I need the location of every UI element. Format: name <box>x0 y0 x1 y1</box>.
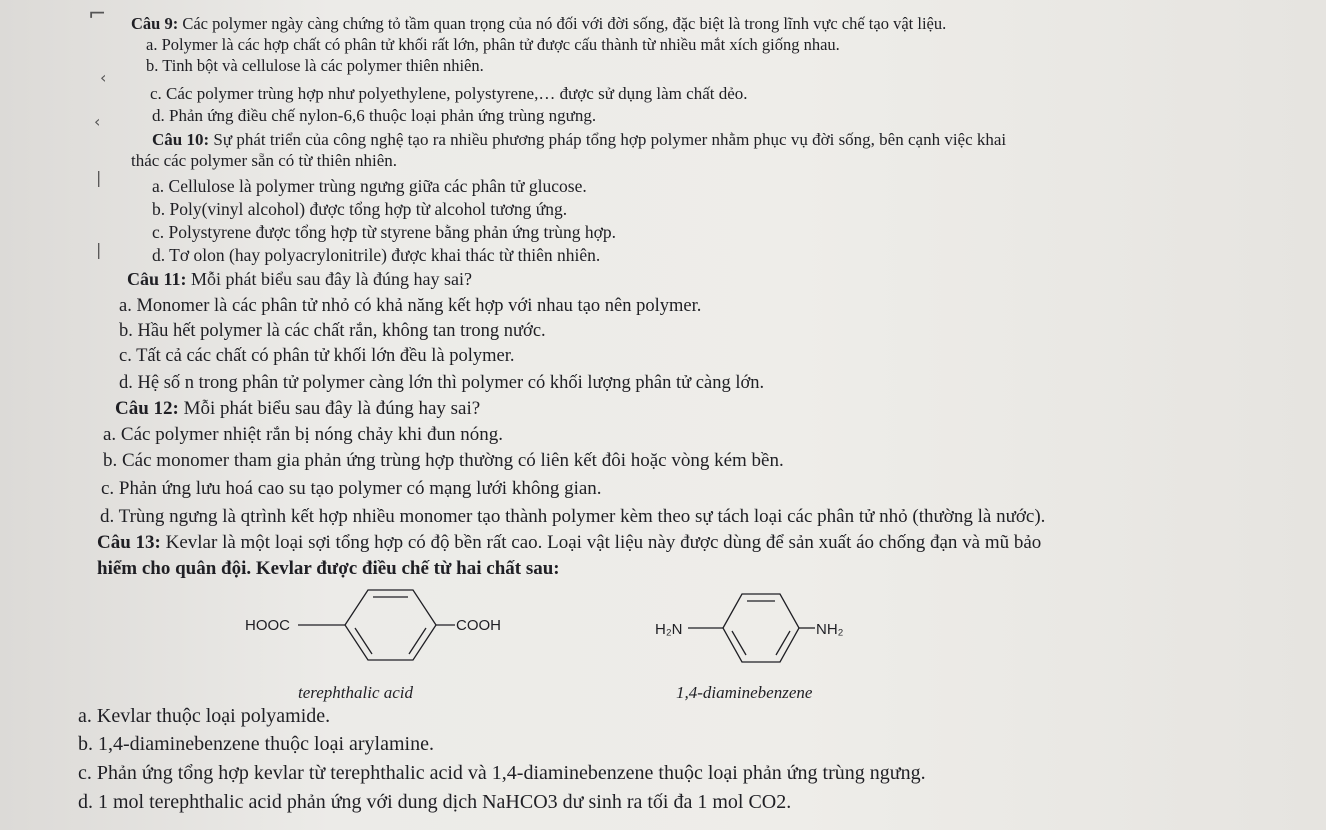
question-10-option-a: a. Cellulose là polymer trùng ngưng giữa các phân tử glucose. <box>152 176 587 196</box>
question-11-option-c: c. Tất cả các chất có phân tử khối lớn đều là polymer. <box>119 346 515 366</box>
question-13-stem-text-1: Kevlar là một loại sợi tổng hợp có độ bền rất cao. Loại vật liệu này được dùng để sản xuất áo chống đạn và mũ bảo <box>160 532 1042 553</box>
question-12-head: Câu 12: <box>115 398 179 419</box>
question-13-option-c: c. Phản ứng tổng hợp kevlar từ terephthalic acid và 1,4-diaminebenzene thuộc loại phản ứng trùng ngưng. <box>78 762 926 784</box>
nh2-group-label: NH₂ <box>816 621 844 638</box>
question-13-option-d: d. 1 mol terephthalic acid phản ứng với dung dịch NaHCO3 dư sinh ra tối đa 1 mol CO2. <box>78 791 792 813</box>
hooc-group-label: HOOC <box>245 617 290 634</box>
question-11-head: Câu 11: <box>127 269 187 289</box>
question-10-option-d: d. Tơ olon (hay polyacrylonitrile) được khai thác từ thiên nhiên. <box>152 245 601 265</box>
question-10-option-c: c. Polystyrene được tổng hợp từ styrene bằng phản ứng trùng hợp. <box>152 222 616 242</box>
question-11-option-d: d. Hệ số n trong phân tử polymer càng lớn thì polymer có khối lượng phân tử càng lớn. <box>119 373 765 393</box>
question-12-option-a: a. Các polymer nhiệt rắn bị nóng chảy khi đun nóng. <box>103 424 503 445</box>
question-13-stem-line-2: hiểm cho quân đội. Kevlar được điều chế từ hai chất sau: <box>97 558 560 579</box>
question-13-option-a: a. Kevlar thuộc loại polyamide. <box>78 705 331 727</box>
ring-double-bond <box>355 628 372 654</box>
diaminebenzene-caption: 1,4-diaminebenzene <box>676 683 813 702</box>
benzene-ring <box>345 590 436 660</box>
margin-mark: | <box>96 168 102 187</box>
question-12-option-c: c. Phản ứng lưu hoá cao su tạo polymer có mạng lưới không gian. <box>101 478 602 499</box>
question-9-stem-text: Các polymer ngày càng chứng tỏ tầm quan trọng của nó đối với đời sống, đặc biệt là trong lĩnh vực chế tạo vật liệu. <box>178 14 947 33</box>
question-10-stem-line-2: thác các polymer sẵn có từ thiên nhiên. <box>131 151 398 170</box>
question-13-option-b: b. 1,4-diaminebenzene thuộc loại arylamine. <box>78 733 434 755</box>
question-9-option-a: a. Polymer là các hợp chất có phân tử khối rất lớn, phân tử được cấu thành từ nhiều mắt xích giống nhau. <box>146 35 840 54</box>
question-9-option-c: c. Các polymer trùng hợp như polyethylene, polystyrene,… được sử dụng làm chất dẻo. <box>150 84 748 103</box>
question-13-head: Câu 13: <box>97 532 161 553</box>
terephthalic-acid-caption: terephthalic acid <box>298 683 414 702</box>
question-11-option-a: a. Monomer là các phân tử nhỏ có khả năng kết hợp với nhau tạo nên polymer. <box>119 296 702 316</box>
question-9-head: Câu 9: <box>131 14 179 33</box>
terephthalic-acid-structure <box>245 590 501 660</box>
diaminebenzene-structure <box>655 594 844 662</box>
cooh-group-label: COOH <box>456 617 501 634</box>
margin-mark: | <box>96 240 102 259</box>
question-10-option-b: b. Poly(vinyl alcohol) được tổng hợp từ alcohol tương ứng. <box>152 199 568 219</box>
question-12-option-b: b. Các monomer tham gia phản ứng trùng hợp thường có liên kết đôi hoặc vòng kém bền. <box>103 450 784 471</box>
question-9-option-b: b. Tinh bột và cellulose là các polymer thiên nhiên. <box>146 56 484 75</box>
question-12-stem-text: Mỗi phát biểu sau đây là đúng hay sai? <box>178 398 481 419</box>
margin-mark: ‹ <box>94 112 101 131</box>
question-10-head: Câu 10: <box>152 130 210 149</box>
question-10-stem-text-1: Sự phát triển của công nghệ tạo ra nhiều phương pháp tổng hợp polymer nhằm phục vụ đời sống, bên cạnh việc khai <box>209 130 1007 149</box>
benzene-ring <box>723 594 799 662</box>
ring-double-bond <box>776 631 790 655</box>
h2n-group-label: H₂N <box>655 621 683 638</box>
question-11-option-b: b. Hầu hết polymer là các chất rắn, không tan trong nước. <box>119 321 546 341</box>
ring-double-bond <box>732 631 746 655</box>
question-12-option-d: d. Trùng ngưng là qtrình kết hợp nhiều monomer tạo thành polymer kèm theo sự tách loại các phân tử nhỏ (thường là nước). <box>100 506 1046 527</box>
margin-mark: ⌐ <box>88 2 107 27</box>
margin-mark: ‹ <box>100 68 107 87</box>
ring-double-bond <box>409 628 426 654</box>
question-9-option-d: d. Phản ứng điều chế nylon-6,6 thuộc loại phản ứng trùng ngưng. <box>152 106 597 125</box>
question-11-stem-text: Mỗi phát biểu sau đây là đúng hay sai? <box>186 269 472 289</box>
